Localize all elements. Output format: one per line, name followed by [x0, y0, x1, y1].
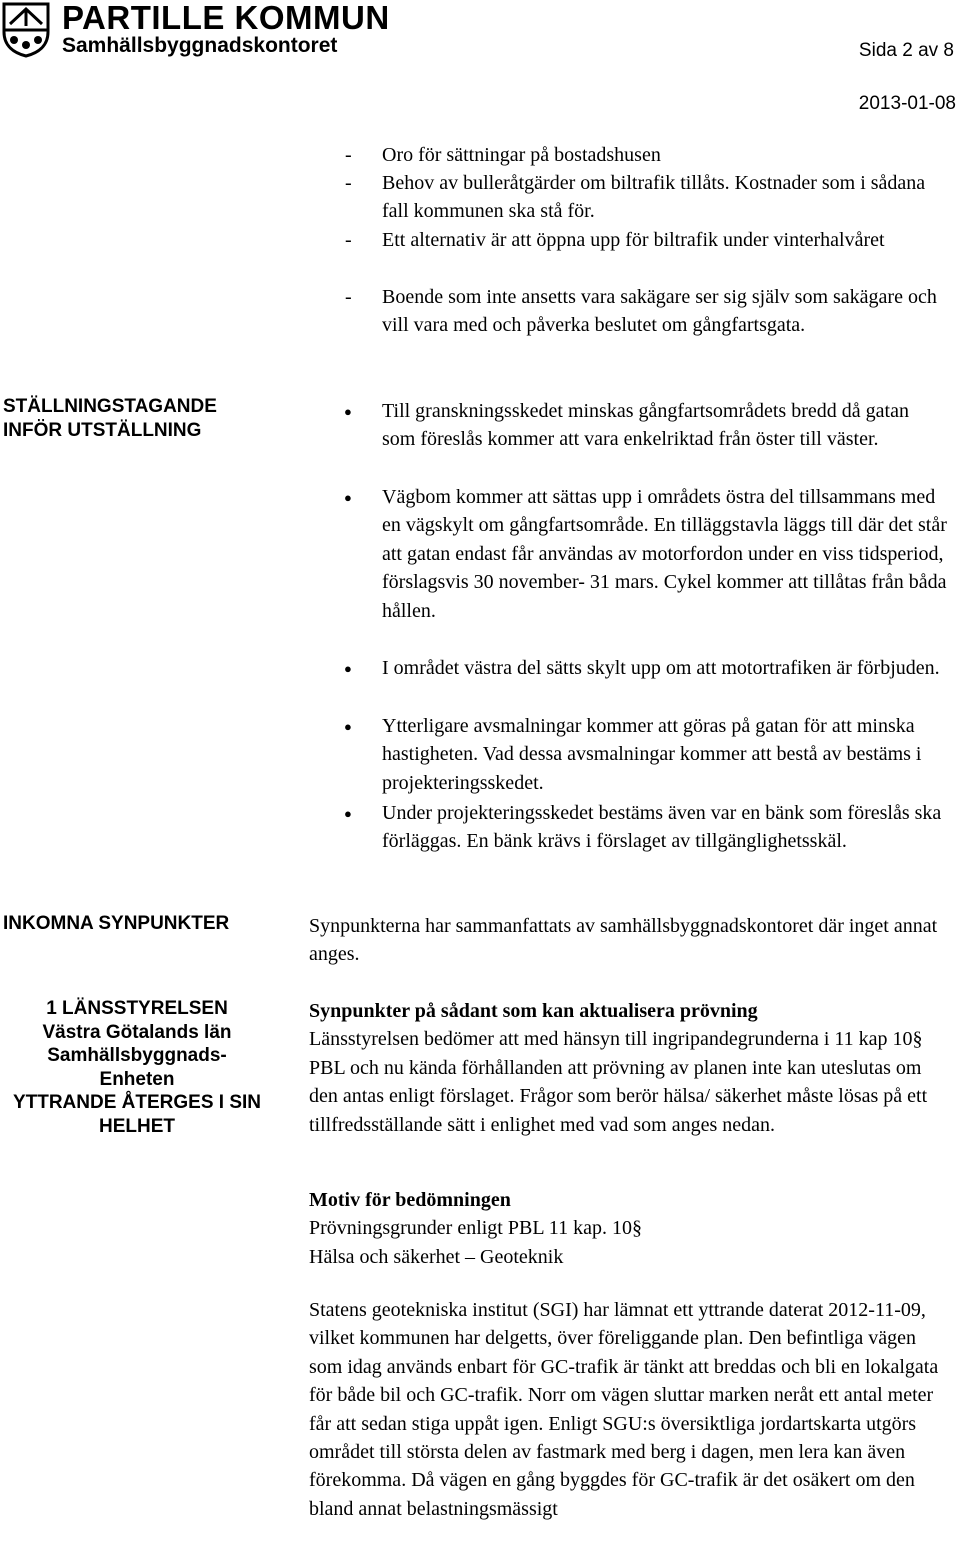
section-heading: Motiv för bedömningen — [309, 1189, 511, 1211]
municipality-crest-icon — [2, 2, 50, 58]
dash-item: Ett alternativ är att öppna upp för biltrafik under vinterhalvåret — [382, 229, 885, 251]
sidebar-line: 1 LÄNSSTYRELSEN — [46, 998, 228, 1019]
dash-marker: - — [345, 286, 352, 308]
sidebar-heading-stallningstagande — [3, 395, 293, 442]
section-line: Hälsa och säkerhet – Geoteknik — [309, 1245, 564, 1268]
sidebar-heading-line: INFÖR UTSTÄLLNING — [3, 419, 202, 441]
sidebar-line: HELHET — [99, 1115, 175, 1137]
section-provning — [309, 997, 949, 1139]
sgi-paragraph: Statens geotekniska institut (SGI) har lämnat ett yttrande daterat 2012-11-09, vilket kommunen har delgetts, över föreliggande plan. Den befintliga vägen som idag används enbart för GC-trafik är tänkt att breddas och bli en lokalgata för både bil och GC-trafik. Norr om vägen sluttar marken neråt ett antal meter får att sedan stiga uppåt igen. Enligt SGU:s översiktliga jordartskarta utgörs området till största delen av fastmark med berg i dagen, men lera kan även förekomma. Då vägen en gång byggdes för GC-trafik är det osäkert om den bland annat belastningsmässigt — [309, 1299, 939, 1520]
bullet-item: Till granskningsskedet minskas gångfartsområdets bredd då gatan som föreslås kommer att vara enkelriktad från öster till väster. — [382, 400, 909, 451]
bullet-icon: ● — [344, 719, 352, 734]
page-indicator: Sida 2 av 8 — [858, 40, 954, 61]
sidebar-line: YTTRANDE ÅTERGES I SIN — [12, 1092, 262, 1113]
document-date: 2013-01-08 — [858, 93, 956, 114]
bullet-icon: ● — [344, 490, 352, 505]
sidebar-line: Enheten — [99, 1068, 175, 1090]
bullet-item: I området västra del sätts skylt upp om att motortrafiken är förbjuden. — [382, 657, 940, 679]
bullet-icon: ● — [344, 661, 352, 676]
dash-marker: - — [345, 172, 352, 194]
dash-item: Oro för sättningar på bostadshusen — [382, 144, 661, 166]
section-heading: Synpunkter på sådant som kan aktualisera prövning — [309, 1000, 758, 1022]
dash-marker: - — [345, 144, 352, 166]
dash-marker: - — [345, 229, 352, 251]
bullet-icon: ● — [344, 806, 352, 821]
dash-item: Behov av bulleråtgärder om biltrafik tillåts. Kostnader som i sådana fall kommunen ska stå för. — [382, 172, 926, 223]
bullet-icon: ● — [344, 404, 352, 419]
section-line: Prövningsgrunder enligt PBL 11 kap. 10§ — [309, 1217, 642, 1240]
sidebar-line: Samhällsbyggnads- — [47, 1045, 227, 1066]
sidebar-line: Västra Götalands län — [42, 1021, 232, 1043]
department-name: Samhällsbyggnadskontoret — [62, 34, 338, 57]
bullet-item: Vägbom kommer att sättas upp i områdets östra del tillsammans med en vägskylt om gångfartsområde. En tilläggstavla läggs till där det står att gatan endast får användas av motorfordon under en viss tidsperiod, förslagsvis 30 november- 31 mars. Cykel kommer att tillåtas från båda hållen. — [382, 486, 947, 622]
section-text: Länsstyrelsen bedömer att med hänsyn till ingripandegrunderna i 11 kap 10§ PBL och nu kända förhållanden att prövning av planen inte kan uteslutas om den antas enligt förslaget. Frågor som berör hälsa/ säkerhet måste lösas på ett tillfredsställande sätt i enlighet med vad som anges nedan. — [309, 1028, 928, 1136]
summary-paragraph: Synpunkterna har sammanfattats av samhällsbyggnadskontoret där inget annat anges. — [309, 915, 938, 966]
sidebar-heading-inkomna: INKOMNA SYNPUNKTER — [3, 913, 230, 934]
bullet-item: Ytterligare avsmalningar kommer att göras på gatan för att minska hastigheten. Vad dessa avsmalningar kommer att bestå av bestäms i projekteringsskedet. — [382, 715, 922, 794]
section-motiv — [309, 1186, 949, 1271]
sidebar-heading-line: STÄLLNINGSTAGANDE — [3, 396, 217, 417]
bullet-item: Under projekteringsskedet bestäms även var en bänk som föreslås ska förläggas. En bänk krävs i förslaget av tillgänglighetsskäl. — [382, 802, 942, 853]
org-name: PARTILLE KOMMUN — [62, 0, 390, 36]
dash-item: Boende som inte ansetts vara sakägare ser sig själv som sakägare och vill vara med och påverka beslutet om gångfartsgata. — [382, 286, 937, 337]
sidebar-lansstyrelsen — [3, 997, 271, 1138]
